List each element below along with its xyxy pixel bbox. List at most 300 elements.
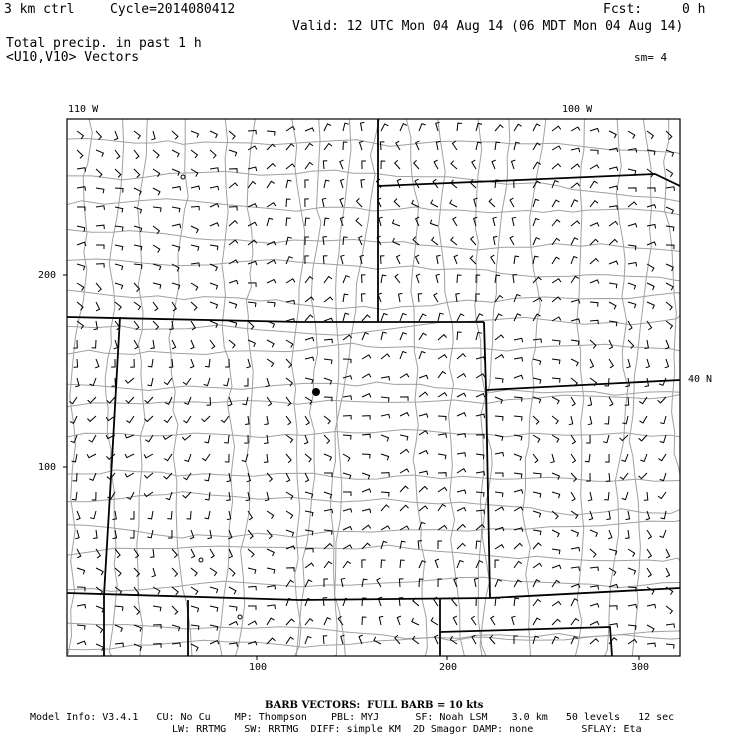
wind-barb xyxy=(305,454,311,462)
wind-barb xyxy=(96,568,103,575)
wind-barb xyxy=(221,416,229,422)
wind-barb xyxy=(204,435,210,443)
wind-barb xyxy=(125,473,134,477)
wind-barb xyxy=(267,302,275,307)
wind-barb xyxy=(419,124,426,131)
wind-barb xyxy=(552,473,559,480)
wind-barb xyxy=(416,255,420,264)
wind-barb xyxy=(145,416,154,422)
wind-barb xyxy=(286,164,295,169)
wind-barb xyxy=(286,359,292,368)
wind-barb xyxy=(210,131,217,138)
wind-barb xyxy=(305,563,314,568)
wind-barb xyxy=(400,526,409,530)
wind-barb xyxy=(323,636,327,644)
wind-barb xyxy=(229,221,238,226)
model-info-line1: Model Info: V3.4.1 CU: No Cu MP: Thompson PBL: MYJ SF: Noah LSM 3.0 km 50 levels 12 sec xyxy=(30,712,675,723)
wind-barb xyxy=(438,579,442,587)
wind-barb xyxy=(343,123,349,131)
wind-barb xyxy=(514,454,522,461)
wind-barb xyxy=(324,144,332,150)
wind-barb xyxy=(107,397,115,403)
wind-barb xyxy=(658,492,666,499)
wind-barb xyxy=(183,492,191,498)
wind-barb xyxy=(286,340,293,348)
wind-barb xyxy=(92,492,96,500)
lon-label-110w: 110 W xyxy=(68,104,99,115)
wind-barb xyxy=(628,302,636,308)
wind-barb xyxy=(94,321,98,330)
wind-barb xyxy=(229,302,237,308)
wind-barb xyxy=(590,165,599,169)
wind-barb xyxy=(399,293,403,302)
wind-barb xyxy=(210,223,219,227)
wind-barb xyxy=(435,559,439,568)
wind-barb xyxy=(590,280,599,284)
wind-barb xyxy=(552,397,559,404)
wind-barb xyxy=(167,511,172,519)
wind-barb xyxy=(360,141,364,150)
wind-barb xyxy=(514,561,522,568)
wind-barb xyxy=(190,530,194,539)
wind-barb xyxy=(324,297,333,302)
wind-barb xyxy=(513,275,517,284)
wind-barb xyxy=(666,549,670,558)
wind-barb xyxy=(552,416,558,424)
wind-barb xyxy=(419,333,427,340)
wind-barb xyxy=(413,636,419,644)
wind-barb xyxy=(208,530,212,539)
wind-barb xyxy=(362,525,371,530)
wind-barb xyxy=(96,264,104,268)
wind-barb xyxy=(267,131,275,136)
wind-barb xyxy=(267,203,276,207)
wind-barb xyxy=(341,179,345,188)
wind-barb xyxy=(96,225,104,229)
wind-barb xyxy=(77,625,85,630)
wind-barb xyxy=(647,643,655,647)
wind-barb xyxy=(210,204,219,208)
wind-barb xyxy=(552,126,561,131)
wind-barb xyxy=(362,416,370,420)
wind-barb xyxy=(438,434,447,438)
wind-barb xyxy=(210,245,218,250)
wind-barb xyxy=(438,372,446,379)
wind-barb xyxy=(381,256,385,264)
wind-barb xyxy=(210,606,218,612)
county-line xyxy=(67,395,680,407)
wind-barb xyxy=(248,621,257,625)
wind-barb xyxy=(533,314,541,321)
wind-barb xyxy=(361,122,365,131)
wind-barb xyxy=(419,392,428,397)
wind-barb xyxy=(436,141,440,150)
wind-barb xyxy=(625,530,629,539)
wind-barb xyxy=(665,340,669,349)
wind-barb xyxy=(471,236,476,245)
county-line xyxy=(406,119,427,656)
state-line xyxy=(378,174,680,186)
wind-barb xyxy=(153,245,160,253)
wind-barb xyxy=(533,181,541,188)
valid-time: Valid: 12 UTC Mon 04 Aug 14 (06 MDT Mon 04 Aug 14) xyxy=(292,19,684,34)
wind-barb xyxy=(495,545,504,549)
county-line xyxy=(67,520,680,538)
wind-barb xyxy=(495,125,503,131)
wind-barb xyxy=(164,378,172,385)
wind-barb xyxy=(620,473,628,479)
wind-barb xyxy=(533,416,539,424)
wind-barb xyxy=(416,274,420,283)
wind-barb xyxy=(362,489,371,493)
wind-barb xyxy=(514,338,523,342)
wind-barb xyxy=(451,237,457,245)
wind-barb xyxy=(609,321,617,326)
wind-barb xyxy=(660,435,666,443)
wind-barb xyxy=(590,150,598,154)
wind-barb xyxy=(666,644,674,649)
wind-barb xyxy=(75,530,79,539)
wind-barb xyxy=(343,561,351,568)
wind-barb xyxy=(457,490,466,494)
wind-barb xyxy=(96,188,104,193)
wind-barb xyxy=(609,221,618,226)
wind-barb xyxy=(343,454,350,462)
wind-barb xyxy=(115,625,122,632)
wind-barb xyxy=(191,606,199,612)
wind-barb xyxy=(436,274,440,283)
wind-barb xyxy=(604,378,609,386)
wind-barb xyxy=(362,473,370,479)
wind-barb xyxy=(264,454,268,462)
county-line xyxy=(67,343,680,354)
wind-barb xyxy=(96,150,103,157)
wind-barb xyxy=(666,283,673,290)
wind-barb xyxy=(533,563,542,568)
wind-barb xyxy=(96,169,102,177)
wind-barb xyxy=(172,131,178,139)
wind-barb xyxy=(191,226,198,233)
wind-barb xyxy=(343,294,348,302)
wind-barb xyxy=(343,237,348,245)
wind-barb xyxy=(533,162,541,169)
wind-barb xyxy=(115,264,123,270)
wind-barb xyxy=(661,511,667,519)
wind-barb xyxy=(437,255,441,264)
wind-barb xyxy=(647,625,654,632)
wind-barb xyxy=(362,275,366,283)
wind-barb xyxy=(148,359,153,367)
wind-barb xyxy=(590,201,598,207)
county-line xyxy=(291,119,304,656)
wind-barb xyxy=(533,492,541,498)
wind-barb xyxy=(571,127,580,131)
wind-barb xyxy=(248,130,256,134)
wind-barb xyxy=(246,492,250,501)
wind-barb xyxy=(590,586,599,590)
wind-barb xyxy=(266,378,270,387)
wind-barb xyxy=(324,435,330,444)
wind-barb xyxy=(495,355,504,359)
vector-title: <U10,V10> Vectors xyxy=(6,50,140,65)
wind-barb xyxy=(185,454,192,462)
wind-barb xyxy=(191,549,195,558)
wind-barb xyxy=(343,376,352,380)
wind-barb xyxy=(362,161,366,169)
wind-barb xyxy=(514,256,519,264)
county-line xyxy=(67,635,680,650)
wind-barb xyxy=(493,236,497,245)
wind-barb xyxy=(489,199,495,207)
wind-barb xyxy=(134,131,140,139)
wind-barb xyxy=(400,560,405,568)
wind-barb xyxy=(229,606,237,611)
wind-barb xyxy=(356,218,362,226)
wind-barb xyxy=(590,549,596,557)
wind-barb xyxy=(412,618,419,625)
wind-barb xyxy=(609,283,617,288)
wind-barb xyxy=(552,181,559,188)
wind-barb xyxy=(340,198,344,207)
wind-barb xyxy=(639,435,647,441)
wind-barb xyxy=(227,511,231,520)
wind-barb xyxy=(248,261,257,265)
wind-barb xyxy=(552,200,560,207)
wind-barb xyxy=(470,256,476,264)
wind-barb xyxy=(305,416,309,425)
wind-barb xyxy=(115,188,123,193)
wind-barb xyxy=(495,473,503,477)
wind-barb xyxy=(571,530,578,537)
wind-barb xyxy=(324,124,331,131)
county-line xyxy=(67,623,680,639)
wind-barb xyxy=(453,616,457,625)
wind-barb xyxy=(552,317,561,321)
wind-barb xyxy=(514,473,522,478)
wind-barb xyxy=(229,150,237,156)
wind-barb xyxy=(305,128,314,132)
wind-barb xyxy=(191,150,197,158)
wind-barb xyxy=(457,561,464,569)
wind-barb xyxy=(134,606,140,615)
wind-barb xyxy=(609,167,618,171)
wind-barb xyxy=(585,454,590,462)
wind-barb xyxy=(381,354,390,359)
wind-barb xyxy=(182,435,191,440)
wind-barb xyxy=(609,261,618,265)
wind-barb xyxy=(431,200,438,207)
wind-barb xyxy=(470,180,476,188)
wind-barb xyxy=(438,488,447,493)
wind-barb xyxy=(571,637,578,644)
wind-barb xyxy=(205,359,210,367)
wind-barb xyxy=(400,505,409,511)
wind-barb xyxy=(552,340,560,345)
wind-barb xyxy=(153,188,160,195)
wind-barb xyxy=(130,530,134,538)
wind-barb xyxy=(457,275,462,283)
wind-barb xyxy=(267,618,275,625)
grid-x-label-300: 300 xyxy=(631,662,650,673)
wind-barb xyxy=(77,605,86,609)
wind-barb xyxy=(397,179,401,188)
wind-barb xyxy=(628,169,636,175)
wind-barb xyxy=(324,218,329,226)
wind-barb xyxy=(322,198,326,207)
wind-barb xyxy=(96,606,104,613)
wind-barb xyxy=(647,169,653,177)
wind-barb xyxy=(134,549,139,558)
wind-barb xyxy=(640,454,647,462)
wind-barb xyxy=(286,473,290,482)
wind-barb xyxy=(172,568,178,577)
wind-barb xyxy=(153,150,159,158)
wind-barb xyxy=(362,355,371,359)
wind-barb xyxy=(229,131,235,139)
wind-barb xyxy=(495,492,503,497)
wind-barb xyxy=(148,511,153,519)
wind-barb xyxy=(286,637,294,644)
wind-barb xyxy=(476,492,484,497)
wind-barb xyxy=(589,511,593,520)
wind-barb xyxy=(609,131,616,138)
wind-barb xyxy=(286,257,293,264)
wind-barb xyxy=(451,180,457,188)
wind-barb xyxy=(628,549,635,557)
wind-barb xyxy=(267,340,274,347)
wind-barb xyxy=(660,530,667,538)
wind-barb xyxy=(660,416,666,424)
wind-barb xyxy=(286,218,291,226)
station-dot-icon xyxy=(312,388,320,396)
wind-barb xyxy=(571,619,579,625)
wind-barb xyxy=(210,186,219,190)
wind-barb xyxy=(476,510,484,514)
wind-barb xyxy=(172,643,180,647)
wind-barb xyxy=(204,378,210,386)
wind-barb xyxy=(419,352,426,360)
wind-barb xyxy=(286,416,291,425)
wind-barb xyxy=(153,606,161,611)
wind-barb xyxy=(571,257,578,265)
wind-barb xyxy=(510,198,514,207)
wind-barb xyxy=(210,568,217,576)
wind-barb xyxy=(164,454,172,461)
wind-barb xyxy=(89,435,96,442)
wind-barb xyxy=(453,141,458,150)
wind-barb xyxy=(381,332,387,340)
wind-barb xyxy=(172,169,179,176)
wind-barb xyxy=(229,340,235,348)
wind-barb xyxy=(305,199,309,207)
wind-barb xyxy=(552,164,561,169)
wind-barb xyxy=(343,396,352,400)
wind-barb xyxy=(96,206,105,210)
wind-barb xyxy=(187,511,192,519)
wind-barb xyxy=(397,255,401,264)
wind-barb xyxy=(533,219,539,227)
wind-barb xyxy=(571,183,580,188)
wind-barb xyxy=(590,181,598,188)
wind-barb xyxy=(362,617,366,625)
wind-barb xyxy=(419,375,428,379)
wind-barb xyxy=(223,378,229,386)
wind-barb xyxy=(514,507,523,511)
wind-barb xyxy=(533,454,538,463)
wind-barb xyxy=(362,374,371,378)
wind-barb xyxy=(362,394,371,398)
wind-barb xyxy=(552,279,561,283)
wind-barb xyxy=(95,359,99,368)
wind-barb xyxy=(432,237,438,245)
wind-barb xyxy=(647,131,653,139)
wind-barb xyxy=(628,640,637,645)
wind-barb xyxy=(533,543,541,549)
model-info-line2: LW: RRTMG SW: RRTMG DIFF: simple KM 2D Smagor DAMP: none SFLAY: Eta xyxy=(172,724,642,735)
wind-barb xyxy=(246,359,250,368)
wind-barb xyxy=(552,435,559,443)
wind-barb xyxy=(172,587,178,595)
wind-barb xyxy=(400,352,407,360)
wind-barb xyxy=(590,567,598,571)
wind-barb xyxy=(495,507,504,511)
wind-barb xyxy=(588,416,592,425)
wind-barb xyxy=(495,598,500,606)
wind-barb xyxy=(457,508,466,512)
wind-barb xyxy=(248,283,256,287)
wind-barb xyxy=(362,333,369,340)
wind-barb xyxy=(590,223,599,227)
wind-barb xyxy=(183,378,191,385)
wind-barb xyxy=(305,338,314,342)
wind-barb xyxy=(77,641,86,645)
wind-barb xyxy=(571,148,580,152)
wind-barb xyxy=(343,416,351,420)
wind-barb xyxy=(603,435,609,443)
wind-barb xyxy=(495,416,503,421)
wind-barb xyxy=(152,568,156,577)
county-line xyxy=(438,119,465,656)
wind-barb xyxy=(264,416,268,425)
county-line xyxy=(605,119,628,656)
wind-barb xyxy=(438,541,442,549)
wind-barb xyxy=(571,164,580,169)
wind-barb xyxy=(454,255,458,264)
wind-barb xyxy=(414,160,419,169)
wind-barb xyxy=(457,453,466,457)
wind-barb xyxy=(286,619,294,625)
wind-barb xyxy=(183,473,191,480)
wind-barb xyxy=(324,359,332,364)
wind-barb xyxy=(362,579,367,587)
wind-barb xyxy=(323,161,327,169)
wind-barb xyxy=(476,454,484,459)
wind-barb xyxy=(362,434,370,438)
wind-barb xyxy=(286,530,294,537)
wind-barb xyxy=(552,378,560,383)
wind-barb xyxy=(286,279,295,283)
state-line xyxy=(67,588,680,600)
wind-barb xyxy=(552,257,560,264)
wind-barb xyxy=(115,169,121,177)
wind-barb xyxy=(111,359,115,367)
wind-barb xyxy=(357,198,363,207)
wind-barb xyxy=(267,511,274,519)
wind-barb xyxy=(647,604,656,608)
wind-barb xyxy=(490,635,495,644)
lon-label-100w: 100 W xyxy=(562,104,593,115)
wind-barb xyxy=(93,530,97,539)
